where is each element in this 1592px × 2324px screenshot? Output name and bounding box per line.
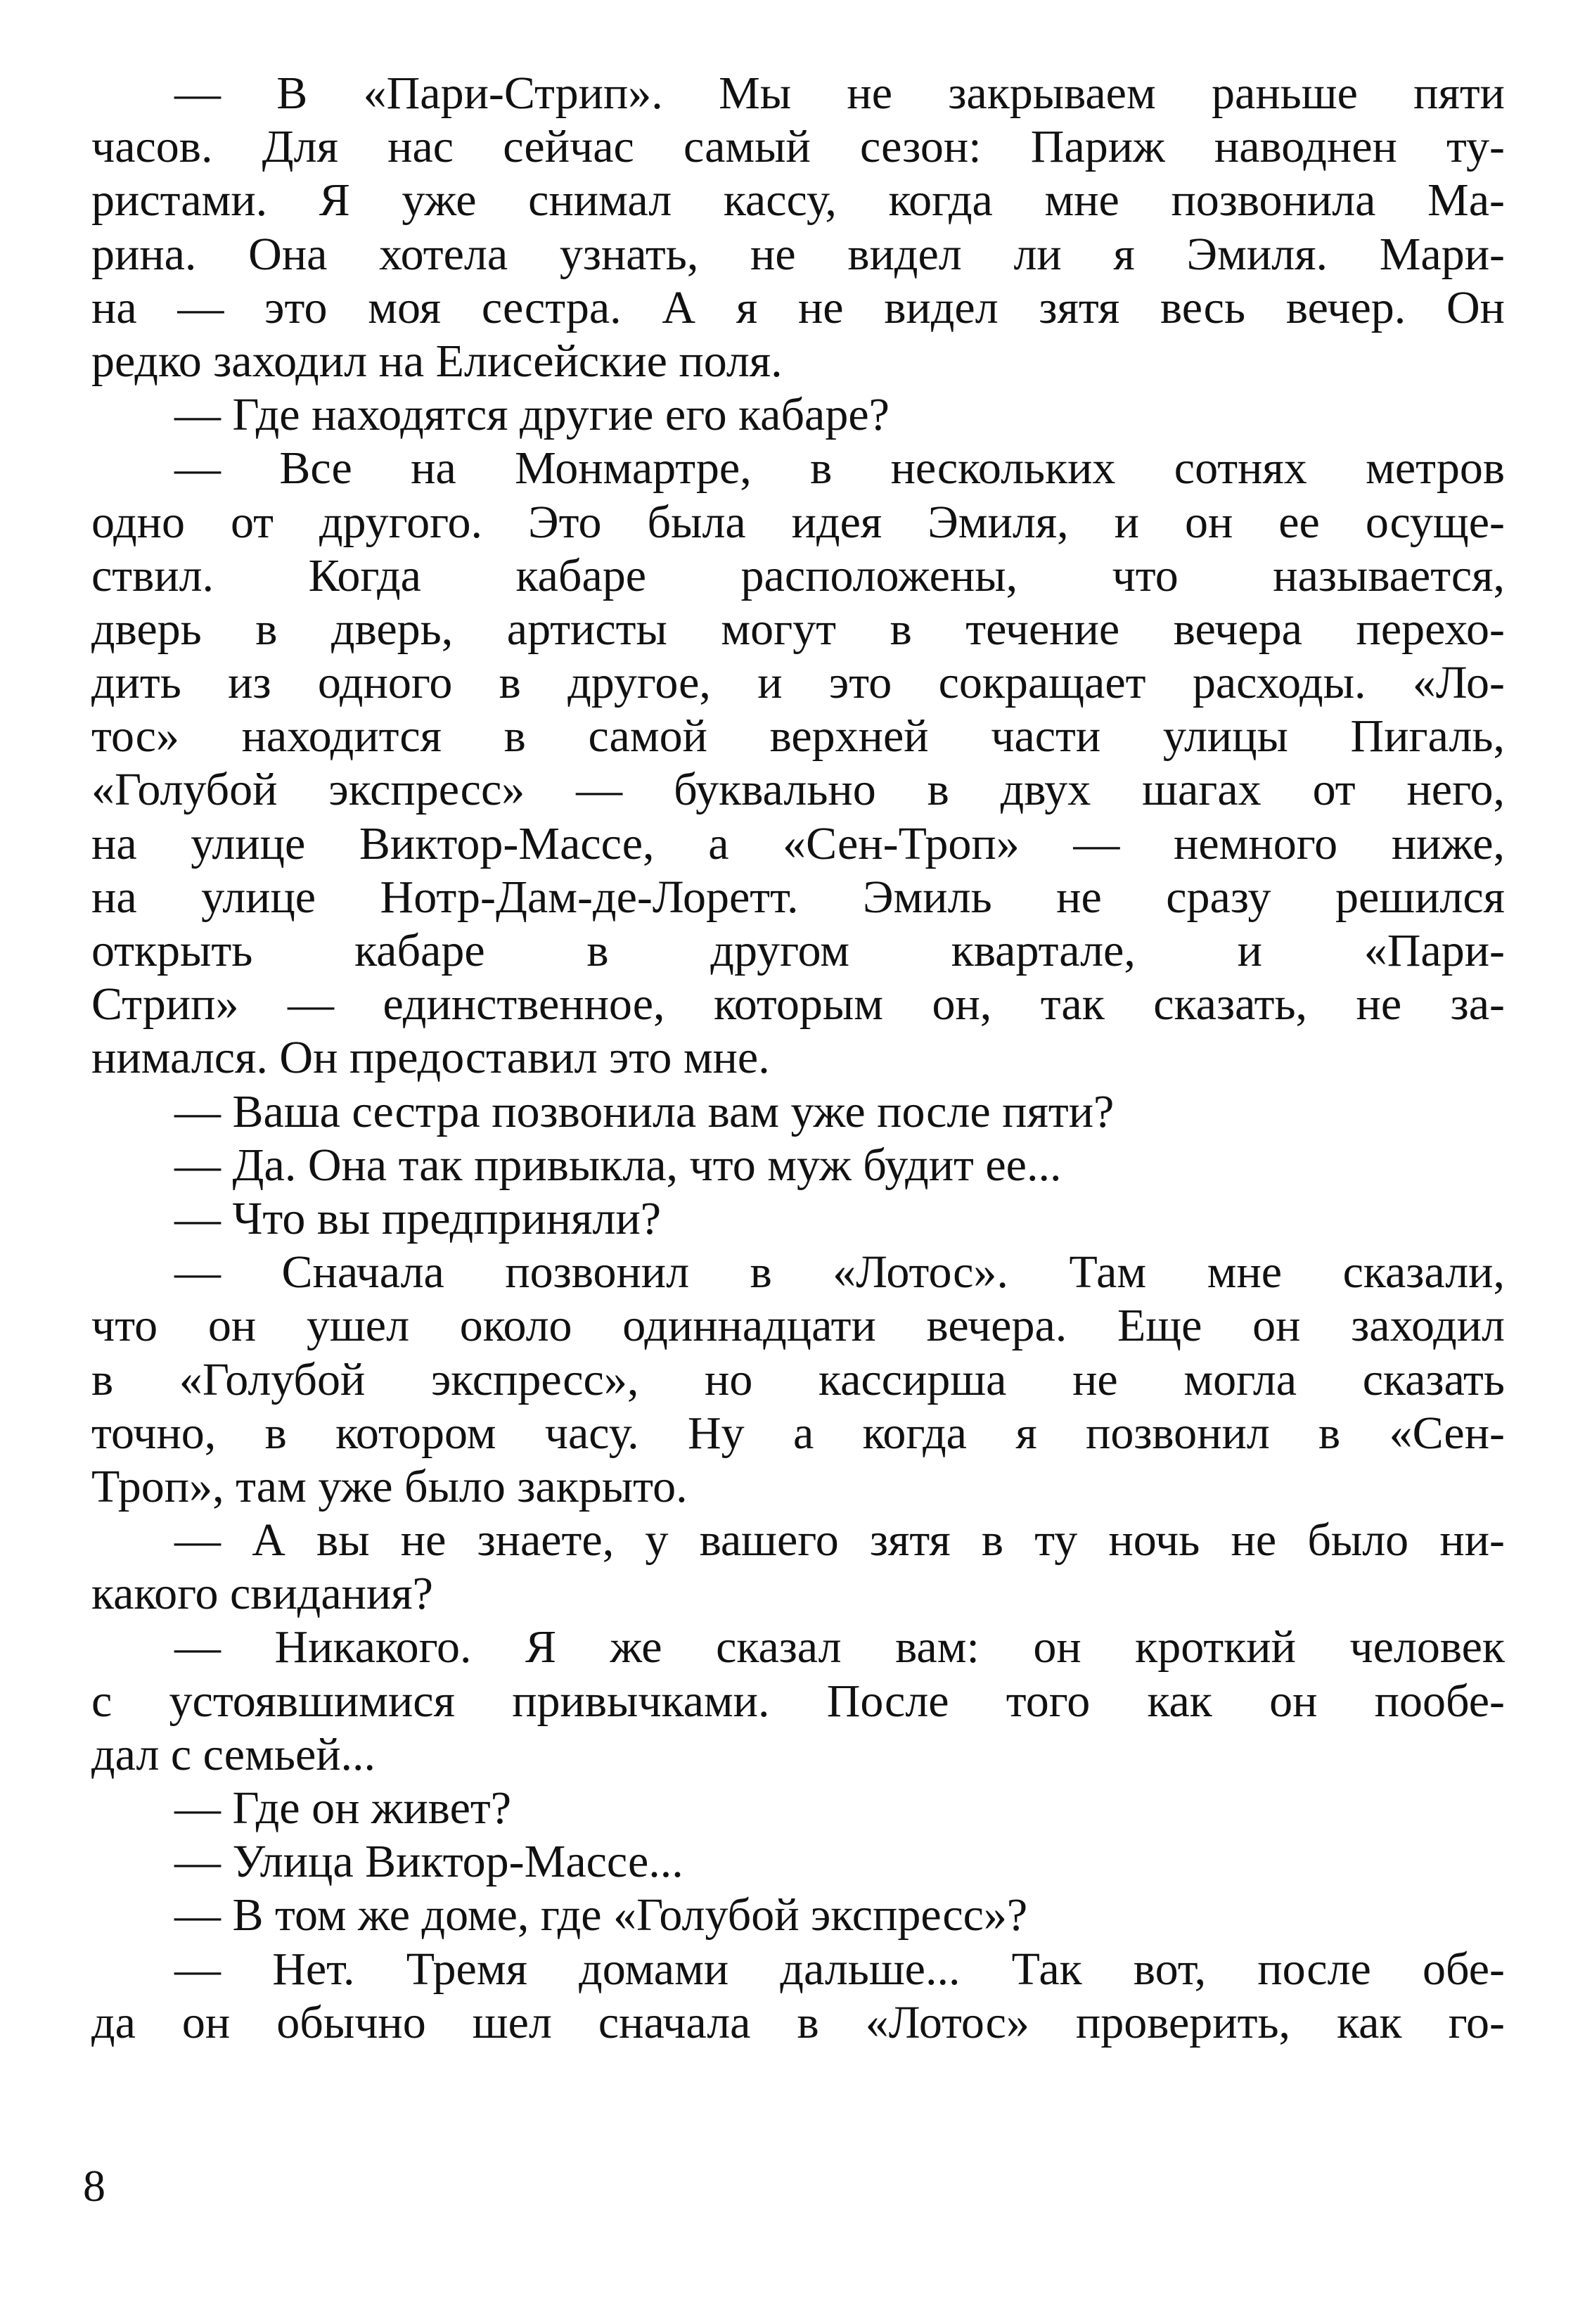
text-line: да он обычно шел сначала в «Лотос» проверить, как го- xyxy=(91,1996,1505,2048)
page-number: 8 xyxy=(83,2161,105,2211)
text-line: что он ушел около одиннадцати вечера. Еще он заходил xyxy=(91,1300,1505,1352)
text-line: дить из одного в другое, и это сокращает расходы. «Ло- xyxy=(91,657,1505,709)
text-line: — Нет. Тремя домами дальше... Так вот, после обе- xyxy=(174,1943,1505,1995)
text-line: «Голубой экспресс» — буквально в двух шагах от него, xyxy=(91,764,1505,816)
text-line: тос» находится в самой верхней части улицы Пигаль, xyxy=(91,710,1505,762)
text-line: на улице Виктор-Массе, а «Сен-Троп» — немного ниже, xyxy=(91,817,1505,869)
text-line: — Все на Монмартре, в нескольких сотнях метров xyxy=(174,442,1505,494)
text-line: Стрип» — единственное, которым он, так сказать, не за- xyxy=(91,978,1505,1030)
text-line: — Где он живет? xyxy=(174,1782,512,1834)
text-line: дал с семьей... xyxy=(91,1728,376,1780)
text-line: в «Голубой экспресс», но кассирша не могла сказать xyxy=(91,1353,1505,1405)
text-line: Троп», там уже было закрыто. xyxy=(91,1460,688,1512)
text-line: открыть кабаре в другом квартале, и «Пари- xyxy=(91,925,1505,976)
text-line: — Ваша сестра позвонила вам уже после пяти? xyxy=(174,1085,1115,1137)
text-line: — Что вы предприняли? xyxy=(174,1192,662,1244)
text-line: какого свидания? xyxy=(91,1568,433,1620)
text-line: — Никакого. Я же сказал вам: он кроткий человек xyxy=(174,1621,1505,1673)
text-line: — В «Пари-Стрип». Мы не закрываем раньше пяти xyxy=(174,68,1505,119)
text-line: — А вы не знаете, у вашего зятя в ту ночь не было ни- xyxy=(174,1514,1505,1566)
text-line: ствил. Когда кабаре расположены, что называется, xyxy=(91,549,1505,601)
text-line: нимался. Он предоставил это мне. xyxy=(91,1032,770,1084)
text-line: одно от другого. Это была идея Эмиля, и он ее осуще- xyxy=(91,496,1505,548)
text-line: дверь в дверь, артисты могут в течение вечера перехо- xyxy=(91,603,1505,655)
text-line: с устоявшимися привычками. После того как он пообе- xyxy=(91,1675,1505,1727)
text-line: рина. Она хотела узнать, не видел ли я Эмиля. Мари- xyxy=(91,228,1505,280)
text-line: ристами. Я уже снимал кассу, когда мне позвонила Ма- xyxy=(91,174,1505,226)
text-line: на улице Нотр-Дам-де-Лоретт. Эмиль не сразу решился xyxy=(91,871,1505,923)
text-line: точно, в котором часу. Ну а когда я позвонил в «Сен- xyxy=(91,1407,1505,1459)
text-line: — В том же доме, где «Голубой экспресс»? xyxy=(174,1889,1028,1941)
text-line: — Где находятся другие его кабаре? xyxy=(174,389,890,441)
body-text xyxy=(91,67,1505,2050)
text-line: — Улица Виктор-Массе... xyxy=(174,1836,683,1888)
text-line: часов. Для нас сейчас самый сезон: Париж наводнен ту- xyxy=(91,121,1505,173)
text-line: на — это моя сестра. А я не видел зятя весь вечер. Он xyxy=(91,281,1505,333)
text-line: — Сначала позвонил в «Лотос». Там мне сказали, xyxy=(174,1246,1505,1298)
text-line: редко заходил на Елисейские поля. xyxy=(91,335,783,387)
text-line: — Да. Она так привыкла, что муж будит ее... xyxy=(174,1139,1062,1191)
